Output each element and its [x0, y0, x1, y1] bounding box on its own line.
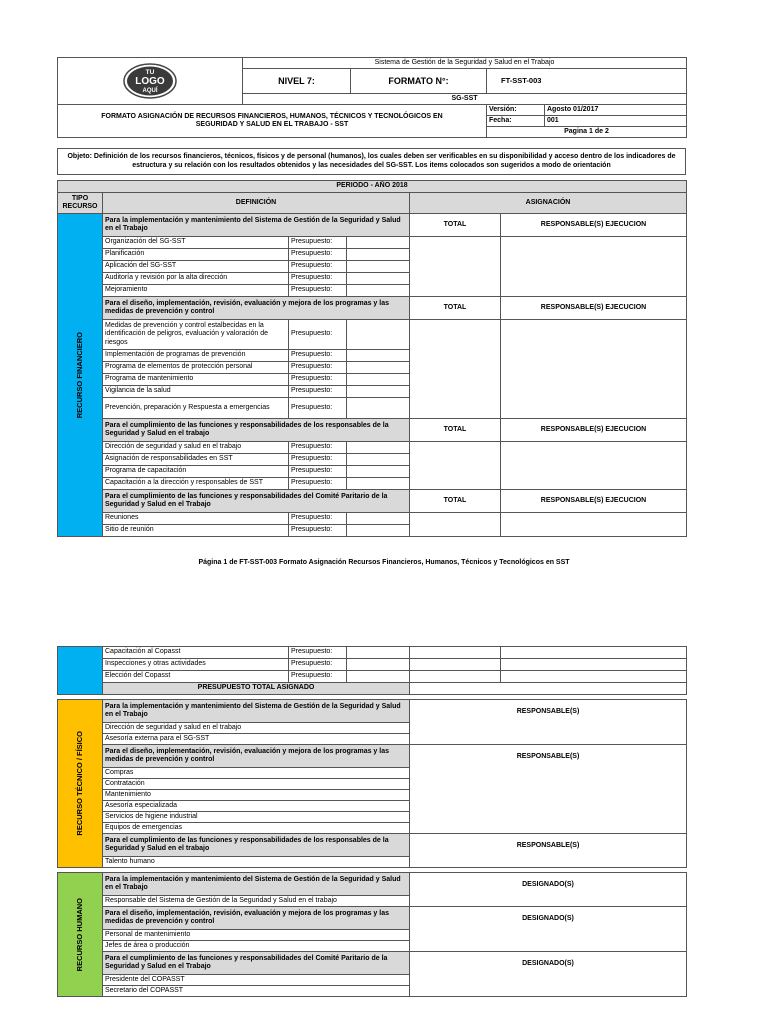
presupuesto-label: Presupuesto:: [289, 320, 347, 350]
objective-text: Objeto: Definición de los recursos financieros, técnicos, físicos y de personal (humanos), los cuales deben ser verificables en su disponibilidad y acceso dentro de los indicadores de estructura y su relación con los resultados obtenidos y las necesidades del SG-SST. Los items colocados son sugeridos a modo de orientación: [58, 149, 686, 175]
presupuesto-label: Presupuesto:: [289, 659, 347, 671]
item-label: Presidente del COPASST: [103, 975, 410, 986]
responsable-header: RESPONSABLE(S) EJECUCION: [501, 297, 687, 320]
presupuesto-input[interactable]: [347, 398, 410, 419]
logo-cell: [58, 58, 243, 105]
item-label: Personal de mantenimiento: [103, 930, 410, 941]
total-cell: [410, 237, 501, 297]
item-label: Talento humano: [103, 857, 410, 868]
presupuesto-input[interactable]: [347, 454, 410, 466]
col-tipo-recurso: TIPO RECURSO: [58, 193, 103, 214]
item-label: Asesoría especializada: [103, 801, 410, 812]
document-title: FORMATO ASIGNACIÓN DE RECURSOS FINANCIEROS, HUMANOS, TÉCNICOS Y TECNOLÓGICOS EN SEGURIDAD Y SALUD EN EL TRABAJO - SST: [58, 105, 487, 138]
section-title: Para el cumplimiento de las funciones y responsabilidades de los responsables de la Seguridad y Salud en el trabajo: [103, 834, 410, 857]
presupuesto-label: Presupuesto:: [289, 261, 347, 273]
presupuesto-label: Presupuesto:: [289, 386, 347, 398]
presupuesto-label: Presupuesto:: [289, 478, 347, 490]
total-header: TOTAL: [410, 490, 501, 513]
presupuesto-label: Presupuesto:: [289, 647, 347, 659]
item-label: Organización del SG-SST: [103, 237, 289, 249]
period-header: PERIODO - AÑO 2018: [58, 181, 687, 193]
section-title: Para la implementación y mantenimiento del Sistema de Gestión de la Seguridad y Salud en el Trabajo: [103, 873, 410, 896]
presupuesto-label: Presupuesto:: [289, 454, 347, 466]
item-label: Mejoramiento: [103, 285, 289, 297]
item-label: Programa de elementos de protección personal: [103, 362, 289, 374]
section-title: Para la implementación y mantenimiento del Sistema de Gestión de la Seguridad y Salud en el Trabajo: [103, 700, 410, 723]
presupuesto-label: Presupuesto:: [289, 362, 347, 374]
responsable-header: RESPONSABLE(S) EJECUCION: [501, 214, 687, 237]
presupuesto-input[interactable]: [347, 249, 410, 261]
presupuesto-label: Presupuesto:: [289, 398, 347, 419]
presupuesto-input[interactable]: [347, 261, 410, 273]
item-label: Servicios de higiene industrial: [103, 812, 410, 823]
presupuesto-label: Presupuesto:: [289, 671, 347, 683]
recurso-financiero-continued: [58, 647, 103, 695]
financial-resources-table: [57, 180, 687, 537]
responsable-column: RESPONSABLE(S): [410, 700, 687, 745]
item-label: Sitio de reunión: [103, 525, 289, 537]
item-label: Dirección de seguridad y salud en el trabajo: [103, 723, 410, 734]
total-cell: [410, 671, 501, 683]
svg-text:AQUÍ: AQUÍ: [142, 88, 158, 94]
total-header: TOTAL: [410, 297, 501, 320]
section-title: Para el diseño, implementación, revisión, evaluación y mejora de los programas y las medidas de prevención y control: [103, 297, 410, 320]
item-label: Asignación de responsabilidades en SST: [103, 454, 289, 466]
responsable-column: DESIGNADO(S): [410, 952, 687, 997]
fecha-label: Fecha:: [487, 116, 545, 127]
presupuesto-input[interactable]: [347, 285, 410, 297]
responsable-cell[interactable]: [501, 647, 687, 659]
responsable-cell[interactable]: [501, 659, 687, 671]
presupuesto-input[interactable]: [347, 513, 410, 525]
level-label: NIVEL 7:: [243, 69, 351, 94]
responsable-column: DESIGNADO(S): [410, 873, 687, 907]
presupuesto-input[interactable]: [347, 442, 410, 454]
svg-text:TU: TU: [145, 69, 155, 76]
presupuesto-input[interactable]: [347, 320, 410, 350]
total-cell: [410, 442, 501, 490]
presupuesto-label: Presupuesto:: [289, 525, 347, 537]
item-label: Responsable del Sistema de Gestión de la Seguridad y Salud en el trabajo: [103, 896, 410, 907]
page2-table: [57, 646, 687, 997]
total-header: TOTAL: [410, 214, 501, 237]
presupuesto-label: Presupuesto:: [289, 442, 347, 454]
section-title: Para el diseño, implementación, revisión, evaluación y mejora de los programas y las medidas de prevención y control: [103, 907, 410, 930]
col-definicion: DEFINICIÓN: [103, 193, 410, 214]
svg-text:LOGO: LOGO: [135, 76, 165, 87]
item-label: Medidas de prevención y control estalbecidas en la identificación de peligros, evaluación y valoración de riesgos: [103, 320, 289, 350]
responsable-cell[interactable]: [501, 237, 687, 297]
recurso-humano-label: [58, 873, 103, 997]
item-label: Prevención, preparación y Respuesta a emergencias: [103, 398, 289, 419]
presupuesto-label: Presupuesto:: [289, 466, 347, 478]
total-cell: [410, 659, 501, 671]
company-logo: [123, 63, 177, 99]
total-cell: [410, 647, 501, 659]
presupuesto-input[interactable]: [347, 386, 410, 398]
recurso-financiero-text: RECURSO FINANCIERO: [74, 331, 84, 419]
objective-box: [57, 148, 686, 175]
version-value: Agosto 01/2017: [545, 105, 687, 116]
item-label: Capacitación al Copasst: [103, 647, 289, 659]
presupuesto-input[interactable]: [347, 273, 410, 285]
recurso-financiero-label: [58, 214, 103, 537]
item-label: Aplicación del SG-SST: [103, 261, 289, 273]
item-label: Contratación: [103, 779, 410, 790]
header-table: [57, 57, 687, 138]
page-footer: Página 1 de FT-SST-003 Formato Asignación Recursos Financieros, Humanos, Técnicos y Tecnológicos en SST: [198, 559, 570, 566]
recurso-tecnico-label-text: RECURSO TÉCNICO / FÍSICO: [74, 731, 84, 836]
item-label: Vigilancia de la salud: [103, 386, 289, 398]
presupuesto-label: Presupuesto:: [289, 249, 347, 261]
format-label: FORMATO N°:: [351, 69, 487, 94]
col-asignacion: ASIGNACIÓN: [410, 193, 687, 214]
item-label: Implementación de programas de prevención: [103, 350, 289, 362]
item-label: Equipos de emergencias: [103, 823, 410, 834]
format-code: FT-SST-003: [487, 69, 687, 94]
item-label: Secretario del COPASST: [103, 986, 410, 997]
fecha-value: 001: [545, 116, 687, 127]
responsable-cell[interactable]: [501, 513, 687, 537]
responsable-cell[interactable]: [501, 671, 687, 683]
presupuesto-label: Presupuesto:: [289, 237, 347, 249]
item-label: Auditoría y revisión por la alta dirección: [103, 273, 289, 285]
item-label: Reuniones: [103, 513, 289, 525]
responsable-header: RESPONSABLE(S) EJECUCION: [501, 490, 687, 513]
item-label: Jefes de área o producción: [103, 941, 410, 952]
total-cell: [410, 320, 501, 419]
presupuesto-input[interactable]: [347, 478, 410, 490]
responsable-cell[interactable]: [501, 320, 687, 419]
presupuesto-input[interactable]: [347, 350, 410, 362]
version-label: Versión:: [487, 105, 545, 116]
system-title: Sistema de Gestión de la Seguridad y Salud en el Trabajo: [243, 58, 687, 69]
total-cell: [410, 513, 501, 537]
presupuesto-input[interactable]: [347, 374, 410, 386]
item-label: Programa de mantenimiento: [103, 374, 289, 386]
presupuesto-input[interactable]: [347, 237, 410, 249]
item-label: Dirección de seguridad y salud en el trabajo: [103, 442, 289, 454]
presupuesto-input[interactable]: [347, 362, 410, 374]
presupuesto-input[interactable]: [347, 466, 410, 478]
recurso-humano-label-text: RECURSO HUMANO: [74, 897, 84, 972]
item-label: Capacitación a la dirección y responsables de SST: [103, 478, 289, 490]
presupuesto-label: Presupuesto:: [289, 285, 347, 297]
section-title: Para el cumplimiento de las funciones y responsabilidades del Comité Paritario de la Seguridad y Salud en el Trabajo: [103, 952, 410, 975]
item-label: Elección del Copasst: [103, 671, 289, 683]
presupuesto-label: Presupuesto:: [289, 350, 347, 362]
section-title: Para el diseño, implementación, revisión, evaluación y mejora de los programas y las medidas de prevención y control: [103, 745, 410, 768]
item-label: Mantenimiento: [103, 790, 410, 801]
presupuesto-label: Presupuesto:: [289, 273, 347, 285]
presupuesto-total-label: PRESUPUESTO TOTAL ASIGNADO: [103, 683, 410, 695]
presupuesto-label: Presupuesto:: [289, 374, 347, 386]
responsable-cell[interactable]: [501, 442, 687, 490]
recurso-tecnico-label: [58, 700, 103, 868]
item-label: Asesoría externa para el SG-SST: [103, 734, 410, 745]
section-title: Para el cumplimiento de las funciones y responsabilidades del Comité Paritario de la Seguridad y Salud en el Trabajo: [103, 490, 410, 513]
item-label: Planificación: [103, 249, 289, 261]
section-title: Para la implementación y mantenimiento del Sistema de Gestión de la Seguridad y Salud en el Trabajo: [103, 214, 410, 237]
presupuesto-total-value[interactable]: [410, 683, 687, 695]
responsable-column: RESPONSABLE(S): [410, 834, 687, 868]
total-header: TOTAL: [410, 419, 501, 442]
sgsst-label: SG-SST: [243, 94, 687, 105]
presupuesto-input[interactable]: [347, 659, 410, 671]
presupuesto-input[interactable]: [347, 671, 410, 683]
item-label: Programa de capacitación: [103, 466, 289, 478]
section-title: Para el cumplimiento de las funciones y responsabilidades de los responsables de la Seguridad y Salud en el trabajo: [103, 419, 410, 442]
page-number: Pagina 1 de 2: [487, 127, 687, 138]
presupuesto-label: Presupuesto:: [289, 513, 347, 525]
item-label: Compras: [103, 768, 410, 779]
responsable-column: DESIGNADO(S): [410, 907, 687, 952]
presupuesto-input[interactable]: [347, 525, 410, 537]
responsable-column: RESPONSABLE(S): [410, 745, 687, 834]
presupuesto-input[interactable]: [347, 647, 410, 659]
responsable-header: RESPONSABLE(S) EJECUCION: [501, 419, 687, 442]
item-label: Inspecciones y otras actividades: [103, 659, 289, 671]
